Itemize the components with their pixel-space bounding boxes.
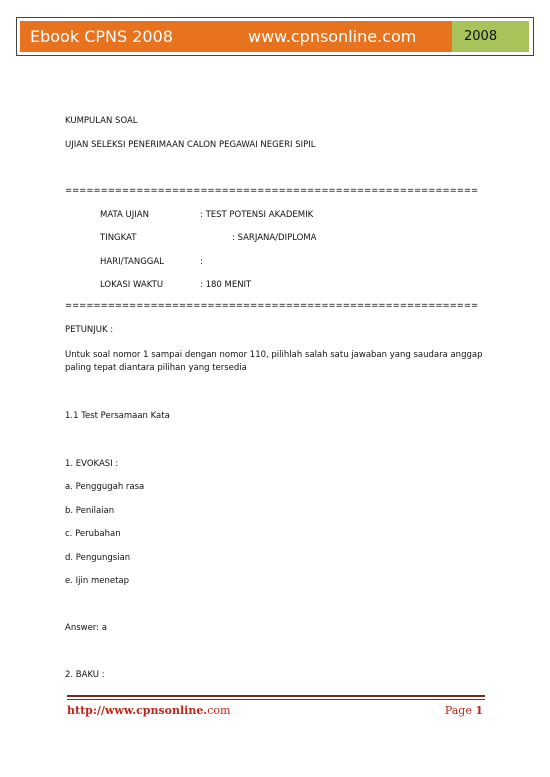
petunjuk-text: Untuk soal nomor 1 sampai dengan nomor 110, pilihlah salah satu jawaban yang saudara anggap paling tepat diantara pilihan yang tersedia — [65, 350, 483, 373]
footer-page-number — [445, 704, 483, 717]
page-number: 1 — [475, 704, 483, 717]
page-label: Page — [444, 704, 472, 717]
footer-link-bold: http://www.cpnsonline. — [67, 704, 208, 717]
question-2: 2. BAKU : — [65, 670, 105, 680]
info-label: TINGKAT — [100, 233, 137, 243]
info-row-lokasi-waktu — [100, 280, 251, 291]
question-1: 1. EVOKASI : — [65, 459, 119, 469]
header-orange-panel — [20, 21, 452, 52]
footer-link-plain: com — [207, 704, 231, 717]
option-a: a. Penggugah rasa — [65, 482, 145, 492]
header-year: 2008 — [464, 29, 498, 44]
info-value: : 180 MENIT — [200, 280, 252, 290]
footer-rule-thick — [67, 695, 485, 697]
info-label: MATA UJIAN — [100, 210, 149, 220]
ebook-title: Ebook CPNS 2008 — [30, 27, 173, 46]
footer-website-link[interactable] — [67, 704, 230, 717]
heading-kumpulan-soal: KUMPULAN SOAL — [65, 116, 138, 126]
separator-bottom: ========================================================== — [65, 301, 479, 311]
header-banner — [16, 17, 534, 56]
header-green-panel — [452, 21, 529, 52]
info-value: : — [200, 257, 203, 267]
separator-top: ========================================================== — [65, 186, 479, 196]
info-label: LOKASI WAKTU — [100, 280, 164, 290]
option-c: c. Perubahan — [65, 529, 121, 539]
petunjuk-label: PETUNJUK : — [65, 325, 114, 335]
info-row-hari-tanggal — [100, 257, 203, 268]
section-title: 1.1 Test Persamaan Kata — [65, 411, 170, 421]
footer-rule-thin — [67, 699, 485, 700]
heading-ujian: UJIAN SELEKSI PENERIMAAN CALON PEGAWAI NEGERI SIPIL — [65, 140, 316, 150]
option-b: b. Penilaian — [65, 506, 115, 516]
header-url[interactable]: www.cpnsonline.com — [248, 27, 417, 46]
info-row-mata-ujian — [100, 210, 313, 221]
info-value: : SARJANA/DIPLOMA — [232, 233, 317, 243]
option-e: e. Ijin menetap — [65, 576, 130, 586]
answer: Answer: a — [65, 623, 107, 633]
info-label: HARI/TANGGAL — [100, 257, 164, 267]
info-row-tingkat — [100, 233, 317, 244]
info-value: : TEST POTENSI AKADEMIK — [200, 210, 314, 220]
option-d: d. Pengungsian — [65, 553, 131, 563]
